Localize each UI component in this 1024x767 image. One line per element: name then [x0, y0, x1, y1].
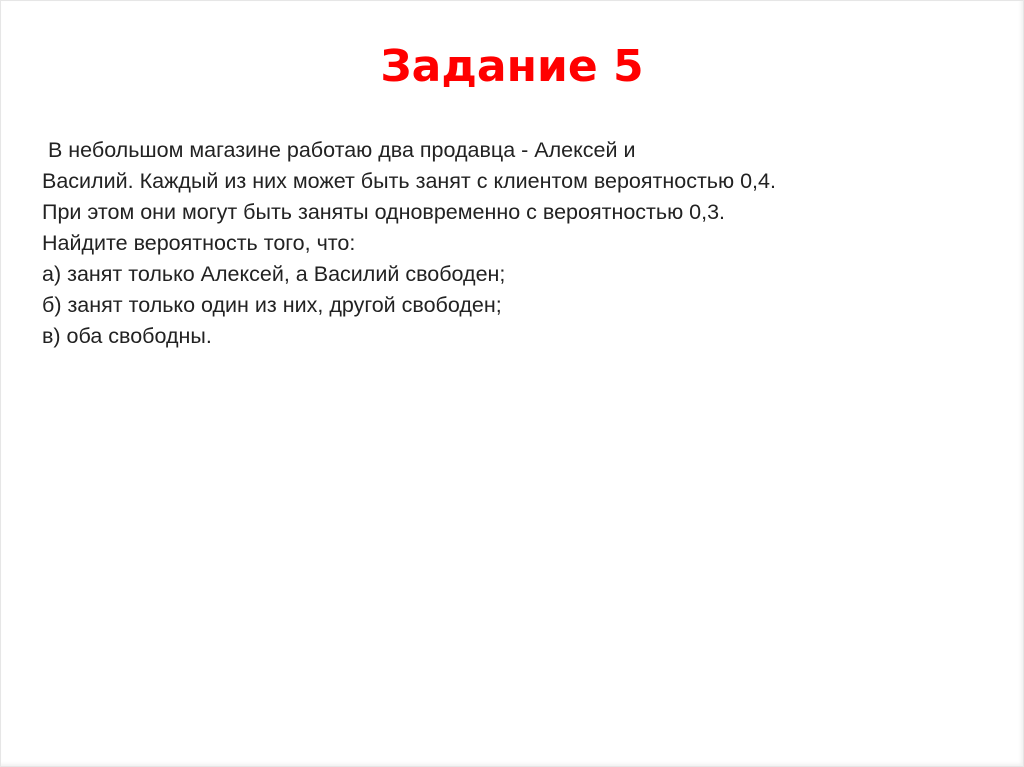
problem-text — [42, 135, 982, 352]
problem-line: При этом они могут быть заняты одновременно с вероятностью 0,3. — [42, 200, 726, 224]
problem-line: Василий. Каждый из них может быть занят с клиентом вероятностью 0,4. — [42, 169, 776, 193]
problem-line-part-b: б) занят только один из них, другой свободен; — [42, 293, 502, 317]
slide-title: Задание 5 — [380, 41, 644, 92]
problem-line: В небольшом магазине работаю два продавца - Алексей и — [42, 138, 636, 162]
problem-line: Найдите вероятность того, что: — [42, 231, 356, 255]
problem-line-part-c: в) оба свободны. — [42, 324, 212, 348]
problem-line-part-a: а) занят только Алексей, а Василий свободен; — [42, 262, 506, 286]
